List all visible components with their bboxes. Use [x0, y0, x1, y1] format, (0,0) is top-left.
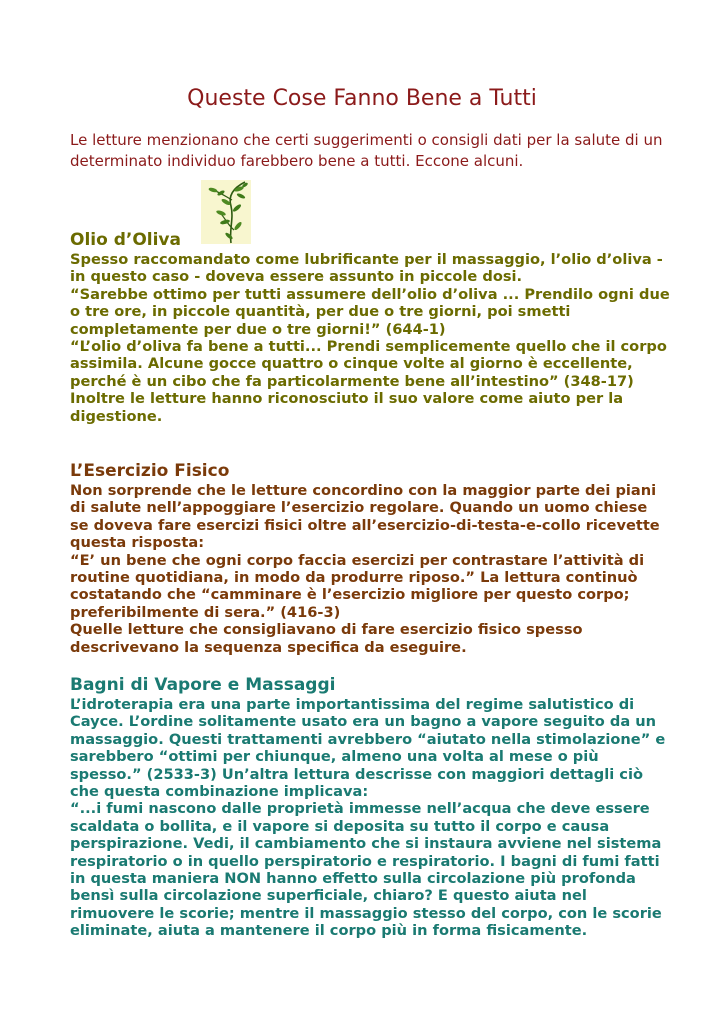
- section-paragraph: Quelle letture che consigliavano di fare esercizio fisico spesso descrivevano la sequenza specifica da eseguire.: [70, 621, 583, 656]
- section-paragraph: Inoltre le letture hanno riconosciuto il suo valore come aiuto per la digestione.: [70, 390, 624, 425]
- section-bagni-vapore: [70, 674, 670, 940]
- page-title: Queste Cose Fanno Bene a Tutti: [187, 86, 537, 111]
- intro-paragraph: Le letture menzionano che certi suggerimenti o consigli dati per la salute di un determinato individuo farebbero bene a tutti. Eccone alcuni.: [70, 131, 663, 170]
- section-paragraph: “Sarebbe ottimo per tutti assumere dell’olio d’oliva ... Prendilo ogni due o tre ore, in piccole quantità, per due o tre giorni, poi smetti completamente per due o tre giorni!” (644-1): [70, 285, 670, 338]
- section-paragraph: Spesso raccomandato come lubrificante per il massaggio, l’olio d’oliva - in questo caso - doveva essere assunto in piccole dosi.: [70, 251, 663, 286]
- section-esercizio-fisico: [70, 460, 670, 656]
- section-paragraph: Non sorprende che le letture concordino con la maggior parte dei piani di salute nell’appoggiare l’esercizio regolare. Quando un uomo chiese se doveva fare esercizi fisici oltre all’esercizio-di-testa-e-collo ricevette questa risposta:: [70, 482, 660, 552]
- section-paragraph: “...i fumi nascono dalle proprietà immesse nell’acqua che deve essere scaldata o bollita, e il vapore si deposita su tutto il corpo e causa perspirazione. Vedi, il cambiamento che si instaura avviene nel sistema respiratorio o in quello perspiratorio e respiratorio. I bagni di fumi fatti in questa maniera NON hanno effetto sulla circolazione più profonda bensì sulla circolazione superficiale, chiaro? E questo aiuta nel rimuovere le scorie; mentre il massaggio stesso del corpo, con le scorie eliminate, aiuta a mantenere il corpo più in forma fisicamente.: [70, 800, 662, 940]
- section-heading: Olio d’Oliva: [70, 230, 181, 250]
- section-paragraph: “E’ un bene che ogni corpo faccia esercizi per contrastare l’attività di routine quotidiana, in modo da produrre riposo.” La lettura continuò costatando che “camminare è l’esercizio migliore per questo corpo; preferibilmente di sera.” (416-3): [70, 551, 645, 621]
- section-paragraph: L’idroterapia era una parte importantissima del regime salutistico di Cayce. L’ordine solitamente usato era un bagno a vapore seguito da un massaggio. Questi trattamenti avrebbero “aiutato nella stimolazione” e sarebbero “ottimi per chiunque, almeno una volta al mese o più spesso.” (2533-3) Un’altra lettura descrisse con maggiori dettagli ciò che questa combinazione implicava:: [70, 696, 666, 801]
- section-heading: L’Esercizio Fisico: [70, 461, 230, 481]
- section-paragraph: “L’olio d’oliva fa bene a tutti... Prendi semplicemente quello che il corpo assimila. Alcune gocce quattro o cinque volte al giorno è eccellente, perché è un cibo che fa particolarmente bene all’intestino” (348-17): [70, 338, 667, 390]
- section-heading: Bagni di Vapore e Massaggi: [70, 675, 336, 695]
- section-olio-oliva: [70, 229, 670, 425]
